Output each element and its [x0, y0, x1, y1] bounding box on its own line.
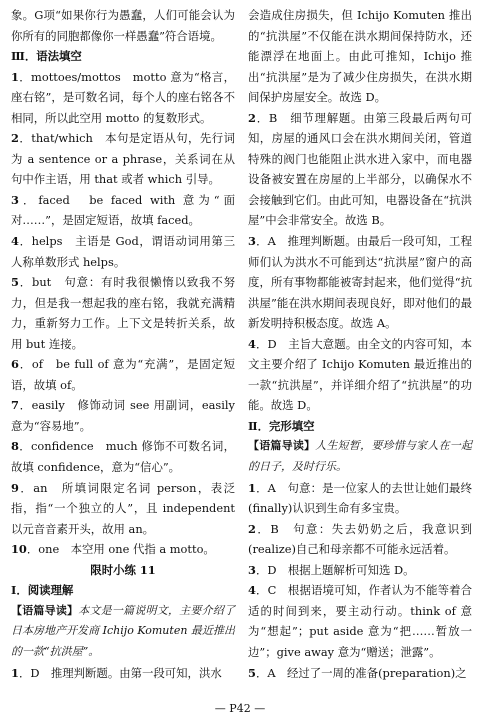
item-number: 4 — [248, 336, 256, 351]
section-heading-reading: Ⅰ．阅读理解 — [11, 583, 74, 598]
item-number: 2 — [11, 131, 19, 146]
answer-item: 5．A 经过了一周的准备(preparation)之 — [248, 665, 467, 680]
passage-guide — [248, 436, 472, 477]
practice-title: 限时小练 11 — [90, 562, 156, 577]
item-text: that/which 本句是定语从句，先行词为 a sentence or a phrase，关系词在从句中作主语，用 that 或者 which 引导。 — [11, 131, 235, 187]
item-number: 1 — [11, 665, 19, 680]
item-number: 4 — [248, 583, 256, 598]
answer-item: 9．an 所填词限定名词 person，表泛指，指“一个独立的人”，且 independent 以元音音素开头，故用 an。 — [11, 480, 235, 536]
item-text: confidence much 修饰不可数名词，故填 confidence，意为“信心”。 — [11, 439, 235, 475]
answer-item: 1．A 句意：是一位家人的去世让她们最终(finally)认识到生命有多宝贵。 — [248, 480, 472, 516]
item-number: 8 — [11, 439, 19, 454]
item-text: D 主旨大意题。由全文的内容可知，本文主要介绍了 Ichijo Komuten 最近推出的一款“抗洪屋”，并详细介绍了“抗洪屋”的功能。故选 D。 — [248, 336, 472, 413]
item-text: of be full of 意为“充满”，是固定短语，故填 of。 — [11, 357, 235, 392]
item-number: 9 — [11, 480, 19, 495]
intro-text: 象。G项“如果你行为愚蠢，人们可能会认为你所有的同胞都像你一样愚蠢”符合语境。 — [11, 8, 235, 43]
item-text: D 推理判断题。由第一段可知，洪水 — [30, 665, 222, 680]
item-number: 2 — [248, 110, 256, 125]
left-column — [11, 5, 235, 683]
item-number: 3 — [11, 192, 19, 207]
item-text: A 句意：是一位家人的去世让她们最终(finally)认识到生命有多宝贵。 — [248, 480, 472, 516]
answer-item: 4．D 主旨大意题。由全文的内容可知，本文主要介绍了 Ichijo Komuten 最近推出的一款“抗洪屋”，并详细介绍了“抗洪屋”的功能。故选 D。 — [248, 336, 472, 413]
guide-text: 本文是一篇说明文，主要介绍了日本房地产开发商 Ichijo Komuten 最近推出的一款“抗洪屋”。 — [11, 603, 236, 658]
item-number: 6 — [11, 357, 19, 372]
item-number: 3 — [248, 562, 256, 577]
item-text: D 根据上题解析可知选 D。 — [267, 562, 415, 577]
item-text: A 推理判断题。由最后一段可知，工程师们认为洪水不可能到达“抗洪屋”窗户的高度，所有事物都能被寄封起来，他们觉得“抗洪屋”能在洪水期间表现良好，即对他们的最新发明持积极态度。故选 A。 — [248, 234, 472, 331]
answer-item: 2．B 细节理解题。由第三段最后两句可知，房屋的通风口会在洪水期间关闭，管道特殊的阀门也能阻止洪水进入家中，而电器设备被安置在房屋的上半部分，以确保水不会接触到它们。由此可知，电器设备在“抗洪屋”中会非常安全。故选 B。 — [248, 110, 472, 228]
item-text: B 细节理解题。由第三段最后两句可知，房屋的通风口会在洪水期间关闭，管道特殊的阀门也能阻止洪水进入家中，而电器设备被安置在房屋的上半部分，以确保水不会接触到它们。由此可知，电器设备在“抗洪屋”中会非常安全。故选 B。 — [248, 110, 472, 228]
item-number: 1 — [11, 69, 19, 84]
item-text: A 经过了一周的准备(preparation)之 — [267, 665, 467, 680]
answer-item: 5．but 句意：有时我很懒惰以致我不努力，但是我一想起我的座右铭，我就充满精力，重新努力工作。上下文是转折关系，故用 but 连接。 — [11, 275, 235, 351]
answer-item: 2．B 句意：失去奶奶之后，我意识到(realize)自己和母亲都不可能永远活着。 — [248, 521, 472, 557]
item-number: 7 — [11, 398, 19, 413]
section-heading-cloze: Ⅱ．完形填空 — [248, 418, 315, 433]
answer-item: 3．faced be faced with 意为“面对……”，是固定短语，故填 faced。 — [11, 192, 235, 228]
section-heading-grammar: Ⅲ．语法填空 — [11, 49, 82, 64]
item-number: 5 — [248, 665, 256, 680]
item-text: but 句意：有时我很懒惰以致我不努力，但是我一想起我的座右铭，我就充满精力，重新努力工作。上下文是转折关系，故用 but 连接。 — [11, 275, 235, 351]
answer-item: 6．of be full of 意为“充满”，是固定短语，故填 of。 — [11, 357, 235, 392]
item-number: 2 — [248, 521, 256, 536]
item-text: C 根据语境可知，作者认为不能等着合适的时间到来，要主动行动。think of 意为“想起”；put aside 意为“把……暂放一边”；give away 意为“赠送；泄露”。 — [248, 583, 472, 659]
item-text: helps 主语是 God，谓语动词用第三人称单数形式 helps。 — [11, 234, 235, 269]
item-text: easily 修饰动词 see 用副词，easily 意为“容易地”。 — [11, 398, 235, 433]
item-number: 3 — [248, 234, 256, 249]
item-number: 1 — [248, 480, 256, 495]
answer-item: 8．confidence much 修饰不可数名词，故填 confidence，意为“信心”。 — [11, 439, 235, 475]
item-text: mottoes/mottos motto 意为“格言，座右铭”，是可数名词，每个人的座右铭各不相同，所以此空用 motto 的复数形式。 — [11, 69, 235, 125]
item-number: 4 — [11, 234, 19, 249]
answer-item: 7．easily 修饰动词 see 用副词，easily 意为“容易地”。 — [11, 398, 235, 433]
page-number: — P42 — — [214, 702, 266, 715]
answer-item: 1．mottoes/mottos motto 意为“格言，座右铭”，是可数名词，每个人的座右铭各不相同，所以此空用 motto 的复数形式。 — [11, 69, 235, 125]
item-text: B 句意：失去奶奶之后，我意识到(realize)自己和母亲都不可能永远活着。 — [248, 521, 472, 557]
right-column — [248, 5, 472, 683]
answer-item: 4．helps 主语是 God，谓语动词用第三人称单数形式 helps。 — [11, 234, 235, 269]
item-number: 10 — [11, 542, 27, 557]
item-text: one 本空用 one 代指 a motto。 — [38, 542, 215, 557]
guide-tag: 【语篇导读】 — [11, 603, 79, 617]
answer-item: 10．one 本空用 one 代指 a motto。 — [11, 542, 215, 557]
answer-item: 4．C 根据语境可知，作者认为不能等着合适的时间到来，要主动行动。think of 意为“想起”；put aside 意为“把……暂放一边”；give away 意为“赠送；泄露”。 — [248, 583, 472, 659]
item-number: 5 — [11, 275, 19, 290]
intro-text: 会造成住房损失，但 Ichijo Komuten 推出的“抗洪屋”不仅能在洪水期间保持防水，还能漂浮在地面上。由此可推知，Ichijo 推出“抗洪屋”是为了减少住房损失，在洪水期间保护房屋安全。故选 D。 — [248, 8, 472, 105]
answer-item: 3．D 根据上题解析可知选 D。 — [248, 562, 415, 577]
passage-guide — [11, 601, 235, 663]
guide-text: 人生短暂，要珍惜与家人在一起的日子，及时行乐。 — [248, 439, 473, 474]
item-text: an 所填词限定名词 person，表泛指，指“一个独立的人”，且 independent 以元音音素开头，故用 an。 — [11, 480, 235, 536]
answer-item: 1．D 推理判断题。由第一段可知，洪水 — [11, 665, 222, 680]
answer-item: 2．that/which 本句是定语从句，先行词为 a sentence or a phrase，关系词在从句中作主语，用 that 或者 which 引导。 — [11, 131, 235, 187]
guide-tag: 【语篇导读】 — [248, 439, 316, 453]
item-text: faced be faced with 意为“面对……”，是固定短语，故填 faced。 — [11, 192, 235, 228]
answer-item: 3．A 推理判断题。由最后一段可知，工程师们认为洪水不可能到达“抗洪屋”窗户的高度，所有事物都能被寄封起来，他们觉得“抗洪屋”能在洪水期间表现良好，即对他们的最新发明持积极态度。故选 A。 — [248, 234, 472, 331]
